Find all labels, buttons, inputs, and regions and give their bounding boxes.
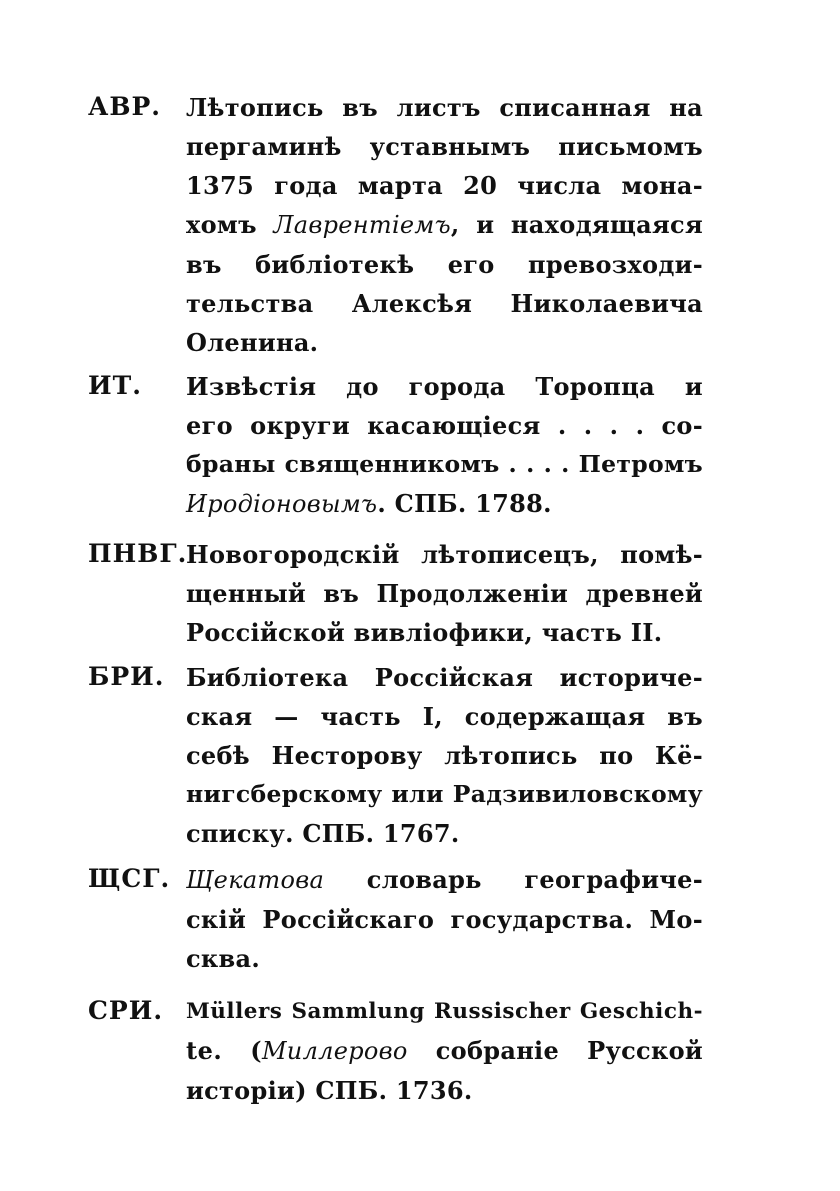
entry-line: 1375 года марта 20 числа мона- [186,171,703,200]
entry-line: пергаминѣ уставнымъ письмомъ [186,132,703,161]
entry-line: Библіотека Россійская историче- [186,663,703,692]
italic-name: Лаврентіемъ [273,211,451,239]
entry-line: Россійской вивліофики, часть II. [186,618,663,647]
entry-abbreviation: ИТ. [88,371,142,400]
entry-line [186,860,703,900]
german-title-text: Müllers Sammlung Russischer Geschich- [186,999,703,1024]
entry-line: тельства Алексѣя Николаевича [186,289,703,318]
italic-name: Миллерово [261,1037,408,1065]
entry-line: исторіи) СПБ. 1736. [186,1076,473,1105]
entry-description [186,992,703,1110]
entry-line [186,205,703,245]
entry-description [186,88,703,362]
line-text: ( [222,1036,262,1065]
entry-description [186,860,703,978]
entry-line: Извѣстія до города Торопца и [186,372,703,401]
entry-line: Оленина. [186,328,319,357]
entry-line: щенный въ Продолженіи древней [186,579,703,608]
entry-line: Лѣтопись въ листъ списанная на [186,93,703,122]
line-text: собраніе Русской [407,1036,703,1065]
entry-line: скій Россійскаго государства. Мо- [186,905,703,934]
entry-line: ская — часть I, содержащая въ [186,702,703,731]
entry-line: въ библіотекѣ его превозходи- [186,250,703,279]
entry-abbreviation: ЩСГ. [88,864,171,893]
entry-line: нигсберскому или Радзивиловскому [186,780,703,808]
entry-description [186,658,703,853]
entry-abbreviation: ПНВГ. [88,539,188,568]
line-text: хомъ [186,210,274,239]
italic-name: Щекатова [186,866,325,894]
entry-line: Новогородскій лѣтописецъ, помѣ- [186,540,703,569]
entry-line [186,992,703,1031]
entry-abbreviation: АВР. [88,92,161,121]
entry-abbreviation: СРИ. [88,996,164,1025]
german-title-text: te. [186,1036,223,1065]
entry-line [186,1031,703,1071]
entry-line: сква. [186,944,261,973]
italic-name: Иродіоновымъ [186,490,378,518]
entry-line [186,484,703,524]
entry-description [186,367,703,524]
entry-abbreviation: БРИ. [88,662,165,691]
entry-description [186,535,703,652]
entry-line: его округи касающіеся . . . . со- [186,411,703,440]
entry-line: браны священникомъ . . . . Петромъ [186,450,703,478]
entry-line: списку. СПБ. 1767. [186,819,460,848]
line-text: . СПБ. 1788. [377,489,552,518]
line-text: словарь географиче- [324,865,703,894]
line-text: , и находящаяся [450,210,703,239]
entry-line: себѣ Несторову лѣтопись по Кё- [186,741,703,770]
